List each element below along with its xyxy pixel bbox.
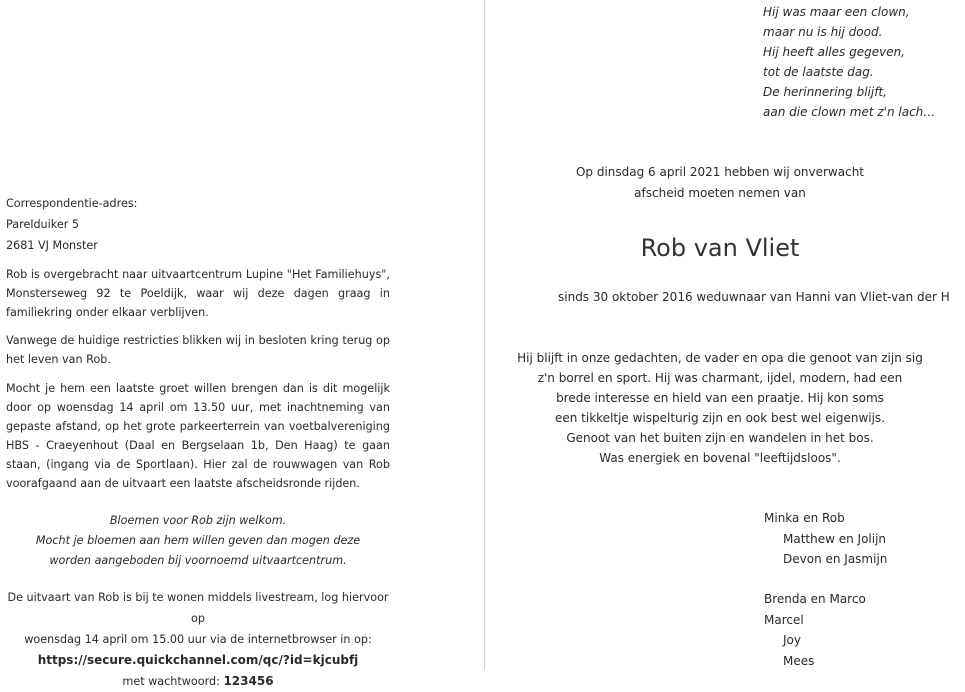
password-value: 123456 xyxy=(223,674,274,688)
flowers-line: worden aangeboden bij voornoemd uitvaartcentrum. xyxy=(49,554,347,567)
address-label: Correspondentie-adres: xyxy=(6,197,138,210)
poem xyxy=(763,2,935,122)
poem-line: tot de laatste dag. xyxy=(763,65,874,79)
left-page xyxy=(0,0,484,688)
flowers-line: Mocht je bloemen aan hem willen geven dan mogen deze xyxy=(35,534,361,547)
poem-line: Hij heeft alles gegeven, xyxy=(763,45,905,59)
tribute-line: brede interesse en hield van een praatje. Hij kon soms xyxy=(556,391,884,405)
family-member: Marcel xyxy=(764,612,804,627)
paragraph-location: Rob is overgebracht naar uitvaartcentrum Lupine "Het Familiehuys", Monsterseweg 92 te Poeldijk, waar wij deze dagen graag in familiekring onder elkaar verblijven. xyxy=(6,268,390,319)
tribute-line: Genoot van het buiten zijn en wandelen in het bos. xyxy=(566,431,874,445)
family-group xyxy=(764,508,887,570)
deceased-name: Rob van Vliet xyxy=(640,234,800,262)
announcement-line: afscheid moeten nemen van xyxy=(634,186,806,200)
tribute-line: z'n borrel en sport. Hij was charmant, ijdel, modern, had een xyxy=(537,371,903,385)
family-member: Brenda en Marco xyxy=(764,592,866,606)
livestream-line: De uitvaart van Rob is bij te wonen middels livestream, log hiervoor op xyxy=(7,591,389,625)
password-line xyxy=(6,671,390,692)
announcement xyxy=(475,162,965,204)
correspondence-address xyxy=(6,193,137,256)
family-member: Minka en Rob xyxy=(764,511,845,525)
poem-line: aan die clown met z'n lach… xyxy=(763,105,936,119)
password-label: met wachtwoord: xyxy=(122,675,224,688)
flowers-note xyxy=(6,511,390,571)
address-street: Parelduiker 5 xyxy=(6,218,79,231)
paragraph-last-greeting: Mocht je hem een laatste groet willen brengen dan is dit mogelijk door op woensdag 14 april om 13.50 uur, met inachtneming van gepaste afstand, op het grote parkeerterrein van voetbalvereniging HBS - Craeyenhout (Daal en Bergselaan 1b, Den Haag) te gaan staan, (ingang via de Sportlaan). Hier zal de rouwwagen van Rob voorafgaand aan de uitvaart een laatste afscheidsronde rijden. xyxy=(6,382,390,490)
announcement-line: Op dinsdag 6 april 2021 hebben wij onverwacht xyxy=(575,165,865,179)
poem-line: De herinnering blijft, xyxy=(763,85,887,99)
family-group xyxy=(764,589,866,671)
livestream-line: woensdag 14 april om 15.00 uur via de internetbrowser in op: xyxy=(24,633,372,646)
tribute-line: Hij blijft in onze gedachten, de vader en opa die genoot van zijn sig xyxy=(517,351,923,365)
poem-line: maar nu is hij dood. xyxy=(763,25,883,39)
family-member: Mees xyxy=(783,653,815,668)
tribute-line: een tikkeltje wispelturig zijn en ook best wel eigenwijs. xyxy=(554,411,886,425)
right-page xyxy=(485,0,950,669)
livestream-url: https://secure.quickchannel.com/qc/?id=kjcubfj xyxy=(37,653,359,667)
tribute xyxy=(475,348,965,468)
poem-line: Hij was maar een clown, xyxy=(763,5,910,19)
flowers-line: Bloemen voor Rob zijn welkom. xyxy=(109,514,287,527)
family-member: Matthew en Jolijn xyxy=(783,531,887,546)
family-member: Devon en Jasmijn xyxy=(783,552,888,566)
paragraph-restrictions: Vanwege de huidige restricties blikken wij in besloten kring terug op het leven van Rob. xyxy=(6,334,390,366)
family-member: Joy xyxy=(783,633,801,647)
livestream-note xyxy=(6,587,390,692)
widower-line: sinds 30 oktober 2016 weduwnaar van Hanni van Vliet-van der H xyxy=(558,290,950,304)
address-city: 2681 VJ Monster xyxy=(6,239,98,252)
tribute-line: Was energiek en bovenal "leeftijdsloos". xyxy=(599,451,841,465)
